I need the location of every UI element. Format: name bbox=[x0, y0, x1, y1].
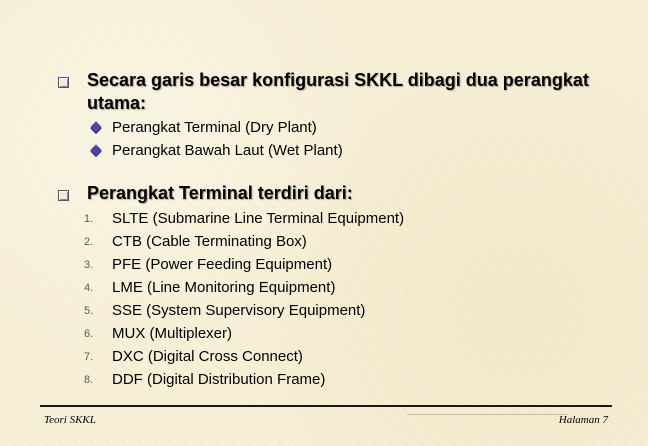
list-item-text: MUX (Multiplexer) bbox=[112, 325, 233, 342]
list-item-number: 8. bbox=[84, 373, 94, 386]
list-item bbox=[84, 368, 325, 391]
square-bullet-icon bbox=[58, 190, 69, 201]
list-item bbox=[84, 322, 232, 345]
diamond-bullet-icon bbox=[90, 144, 102, 156]
list-item bbox=[84, 299, 365, 322]
list-item-number: 6. bbox=[84, 327, 94, 340]
list-item-text: PFE (Power Feeding Equipment) bbox=[112, 256, 333, 273]
section2-heading: Perangkat Terminal terdiri dari: bbox=[87, 183, 353, 203]
list-item-text: SSE (System Supervisory Equipment) bbox=[112, 302, 366, 319]
list-item bbox=[84, 345, 303, 368]
list-item-text: DXC (Digital Cross Connect) bbox=[112, 348, 303, 365]
list-item-number: 3. bbox=[84, 258, 94, 271]
list-item-text: SLTE (Submarine Line Terminal Equipment) bbox=[112, 210, 405, 227]
section1-heading: Secara garis besar konfigurasi SKKL dibagi dua perangkat utama: bbox=[87, 70, 589, 113]
list-item-number: 7. bbox=[84, 350, 94, 363]
list-item-text: CTB (Cable Terminating Box) bbox=[112, 233, 307, 250]
list-item-number: 4. bbox=[84, 281, 94, 294]
footer-divider-thin bbox=[407, 414, 567, 415]
square-bullet-icon bbox=[58, 77, 69, 88]
footer-divider bbox=[40, 405, 612, 407]
list-item-number: 1. bbox=[84, 212, 94, 225]
list-item-text: Perangkat Terminal (Dry Plant) bbox=[112, 118, 317, 136]
list-item-text: DDF (Digital Distribution Frame) bbox=[112, 371, 326, 388]
list-item bbox=[90, 116, 317, 138]
list-item-number: 5. bbox=[84, 304, 94, 317]
list-item bbox=[84, 230, 307, 253]
list-item bbox=[90, 139, 343, 161]
list-item-number: 2. bbox=[84, 235, 94, 248]
list-item bbox=[84, 207, 404, 230]
list-item-text: LME (Line Monitoring Equipment) bbox=[112, 279, 336, 296]
list-item bbox=[84, 276, 335, 299]
list-item-text: Perangkat Bawah Laut (Wet Plant) bbox=[112, 141, 343, 159]
diamond-bullet-icon bbox=[90, 121, 102, 133]
list-item bbox=[84, 253, 332, 276]
page-number: Halaman 7 bbox=[558, 414, 608, 426]
footer-title: Teori SKKL bbox=[44, 414, 96, 426]
